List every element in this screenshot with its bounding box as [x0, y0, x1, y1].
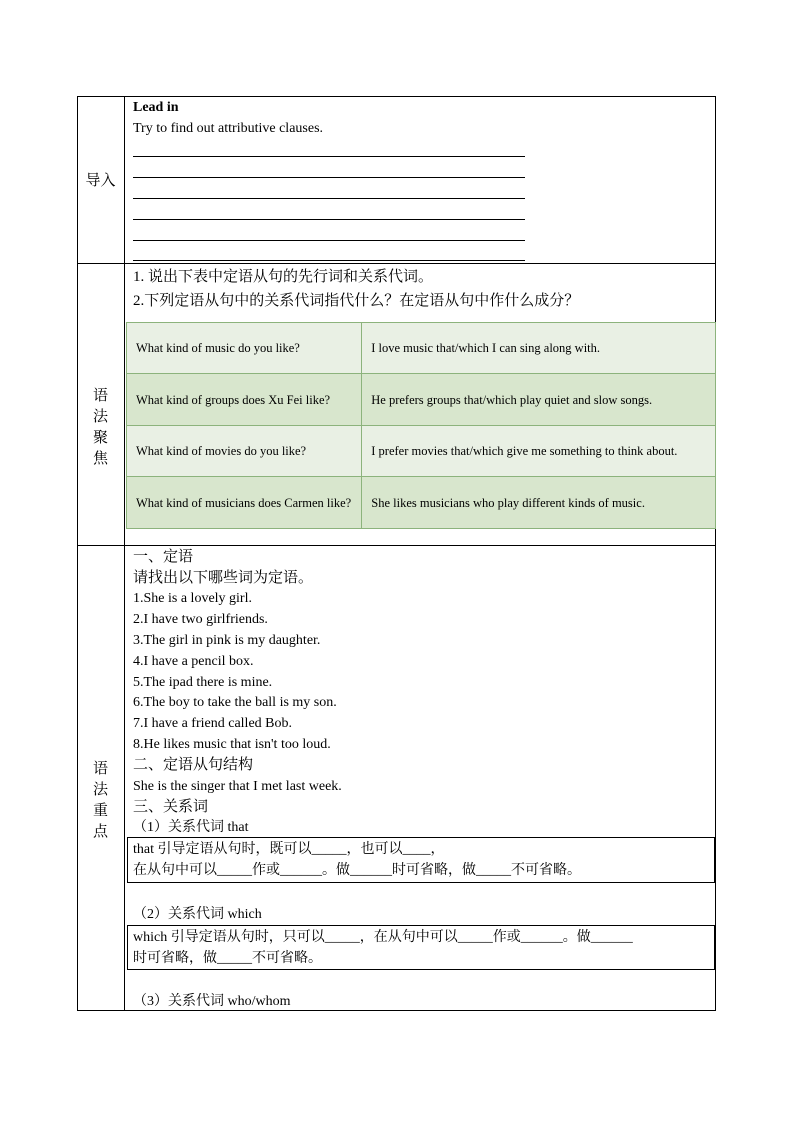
row-divider: [77, 545, 716, 546]
column-divider: [124, 96, 125, 1011]
example-sentence: 6.The boy to take the ball is my son.: [133, 695, 337, 710]
answer-line[interactable]: [133, 260, 525, 261]
question-cell: What kind of groups does Xu Fei like?: [127, 374, 362, 426]
table-row: [127, 374, 716, 426]
which-subtitle: （2）关系代词 which: [133, 907, 262, 922]
answer-cell: She likes musicians who play different kinds of music.: [362, 477, 716, 529]
grammar-focus-task-1: 1. 说出下表中定语从句的先行词和关系代词。: [133, 269, 434, 285]
answer-line[interactable]: [133, 240, 525, 241]
lead-in-heading: Lead in: [133, 100, 179, 115]
question-cell: What kind of music do you like?: [127, 323, 362, 374]
that-subtitle: （1）关系代词 that: [133, 820, 249, 835]
answer-cell: I prefer movies that/which give me something to think about.: [362, 426, 716, 477]
which-box-line: 时可省略，做_____不可省略。: [133, 951, 322, 966]
label-intro: 导入: [85, 173, 116, 189]
section-2-example: She is the singer that I met last week.: [133, 779, 342, 794]
that-box-line: that 引导定语从句时，既可以_____，也可以____，: [133, 842, 445, 857]
example-sentence: 3.The girl in pink is my daughter.: [133, 633, 321, 648]
example-sentence: 2.I have two girlfriends.: [133, 612, 268, 627]
question-cell: What kind of musicians does Carmen like?: [127, 477, 362, 529]
who-subtitle: （3）关系代词 who/whom: [133, 994, 291, 1009]
example-sentence: 7.I have a friend called Bob.: [133, 716, 292, 731]
question-cell: What kind of movies do you like?: [127, 426, 362, 477]
answer-cell: He prefers groups that/which play quiet and slow songs.: [362, 374, 716, 426]
answer-cell: I love music that/which I can sing along with.: [362, 323, 716, 374]
table-row: [127, 426, 716, 477]
answer-line[interactable]: [133, 198, 525, 199]
label-grammar-focus: 语法聚焦: [92, 388, 108, 467]
row-divider: [77, 263, 716, 264]
section-1-title: 一、定语: [133, 549, 194, 565]
example-sentence: 4.I have a pencil box.: [133, 654, 254, 669]
answer-line[interactable]: [133, 177, 525, 178]
that-fill-in-box[interactable]: [127, 837, 715, 883]
table-row: [127, 323, 716, 374]
that-box-line: 在从句中可以_____作或______。做______时可省略，做_____不可省略。: [133, 863, 581, 878]
section-3-title: 三、关系词: [133, 799, 209, 815]
section-1-instruction: 请找出以下哪些词为定语。: [133, 570, 314, 586]
label-grammar-points: 语法重点: [92, 761, 108, 840]
answer-line[interactable]: [133, 219, 525, 220]
which-box-line: which 引导定语从句时，只可以_____，在从句中可以_____作或______。做______: [133, 930, 633, 945]
which-fill-in-box[interactable]: [127, 925, 715, 970]
example-sentence: 1.She is a lovely girl.: [133, 591, 252, 606]
table-row: [127, 477, 716, 529]
answer-line[interactable]: [133, 156, 525, 157]
lead-in-instruction: Try to find out attributive clauses.: [133, 121, 324, 136]
grammar-focus-task-2: 2.下列定语从句中的关系代词指代什么？在定语从句中作什么成分？: [133, 293, 580, 309]
example-sentence-table: [126, 322, 716, 529]
section-2-title: 二、定语从句结构: [133, 757, 254, 773]
example-sentence: 8.He likes music that isn't too loud.: [133, 737, 331, 752]
example-sentence: 5.The ipad there is mine.: [133, 675, 273, 690]
